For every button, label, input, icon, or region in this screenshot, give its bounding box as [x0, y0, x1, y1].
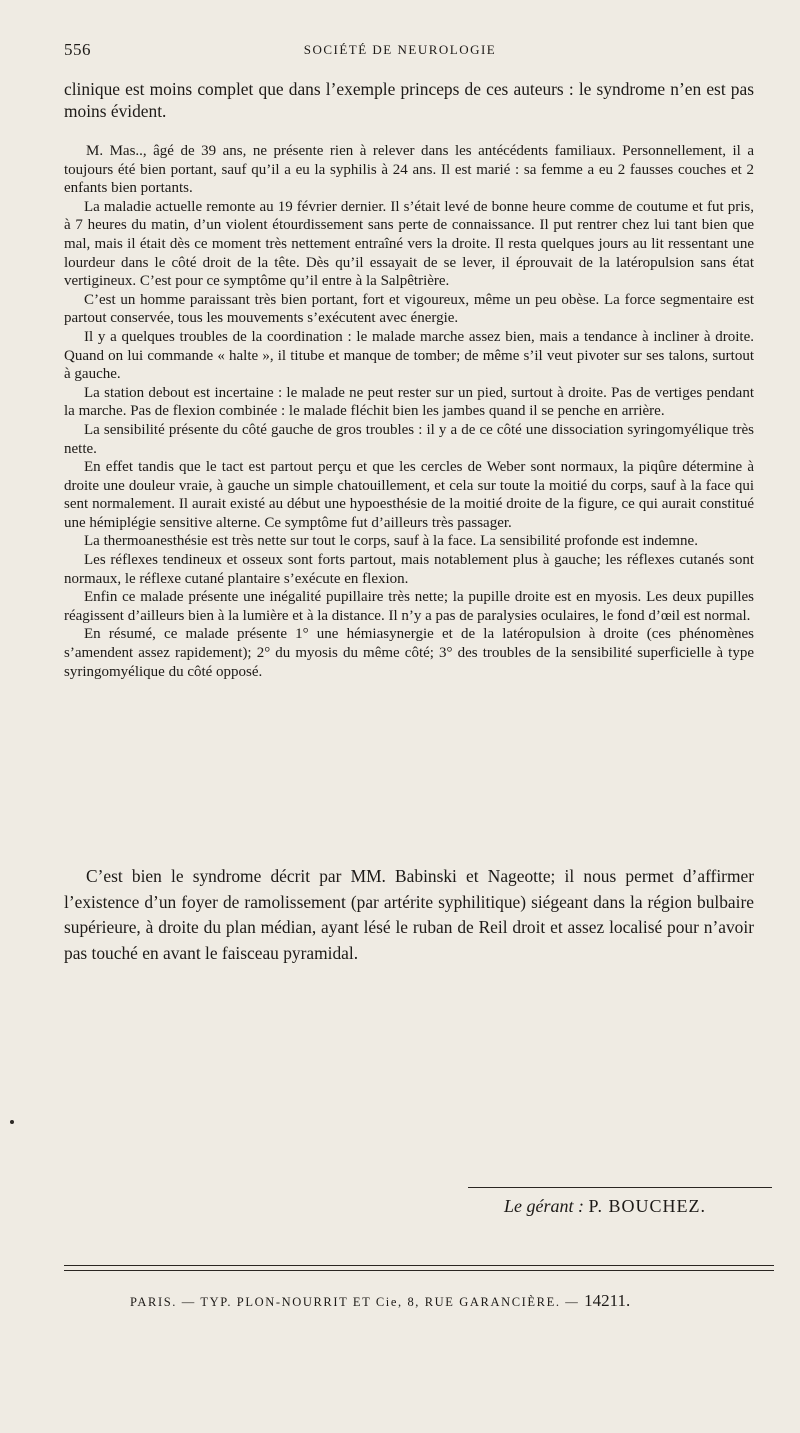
running-header: [64, 40, 736, 62]
signature-line: [504, 1196, 706, 1217]
signature-rule: [468, 1187, 772, 1188]
ink-speck: [10, 1120, 14, 1124]
case-paragraph: Il y a quelques troubles de la coordination : le malade marche assez bien, mais a tendance à incliner à droite. Quand on lui commande « halte », il titube et manque de tomber; de même s’il veut pivoter sur ses talons, surtout à gauche.: [64, 328, 754, 383]
case-paragraph: Enfin ce malade présente une inégalité pupillaire très nette; la pupille droite est en myosis. Les deux pupilles réagissent d’ailleurs bien à la lumière et à la distance. Il n’y a pas de paralysies oculaires, le fond d’œil est normal.: [64, 589, 754, 624]
print-number: 14211.: [584, 1291, 631, 1310]
case-paragraph: Les réflexes tendineux et osseux sont forts partout, mais notablement plus à gauche; les réflexes cutanés sont normaux, le réflexe cutané plantaire s’exécute en flexion.: [64, 552, 754, 587]
case-paragraph: En résumé, ce malade présente 1° une hémiasynergie et de la latéropulsion à droite (ces phénomènes s’amendent assez rapidement); 2° du myosis du même côté; 3° des troubles de la sensibilité superficielle à type syringomyélique du côté opposé.: [64, 626, 754, 680]
footer-rule-bottom: [64, 1270, 774, 1271]
case-paragraph: M. Mas.., âgé de 39 ans, ne présente rien à relever dans les antécédents familiaux. Personnellement, il a toujours été bien portant, sauf qu’il a eu la syphilis à 24 ans. Il est marié : sa femme a eu 2 fausses couches et 2 enfants bien portants.: [64, 143, 754, 197]
imprint-text: PARIS. — TYP. PLON-NOURRIT ET Cie, 8, RUE GARANCIÈRE. —: [130, 1295, 580, 1309]
intro-paragraph: clinique est moins complet que dans l’exemple princeps de ces auteurs : le syndrome n’en est pas moins évident.: [64, 79, 754, 121]
case-paragraph: C’est un homme paraissant très bien portant, fort et vigoureux, même un peu obèse. La force segmentaire est partout conservée, tous les mouvements s’exécutent avec énergie.: [64, 291, 754, 327]
footer-rule-top: [64, 1265, 774, 1266]
case-paragraph: La sensibilité présente du côté gauche de gros troubles : il y a de ce côté une dissociation syringomyélique très nette.: [64, 421, 754, 457]
signature-label: Le gérant :: [504, 1196, 584, 1216]
printer-imprint: [130, 1291, 740, 1311]
case-paragraph: La thermoanesthésie est très nette sur tout le corps, sauf à la face. La sensibilité profonde est indemne.: [84, 533, 698, 550]
case-report: [64, 142, 754, 681]
case-paragraph: La station debout est incertaine : le malade ne peut rester sur un pied, surtout à droite. Pas de vertiges pendant la marche. Pas de flexion combinée : le malade fléchit bien les jambes quand il se penche en arrière.: [64, 384, 754, 420]
page-number: 556: [64, 40, 91, 59]
journal-title: SOCIÉTÉ DE NEUROLOGIE: [303, 42, 497, 57]
signature-name: P. BOUCHEZ.: [588, 1196, 707, 1216]
conclusion-paragraph: C’est bien le syndrome décrit par MM. Babinski et Nageotte; il nous permet d’affirmer l’existence d’un foyer de ramolissement (par artérite syphilitique) siégeant dans la région bulbaire supérieure, à droite du plan médian, ayant lésé le ruban de Reil droit et assez localisé pour n’avoir pas touché en avant le faisceau pyramidal.: [64, 866, 754, 963]
case-paragraph: En effet tandis que le tact est partout perçu et que les cercles de Weber sont normaux, la piqûre détermine à droite une douleur vraie, à gauche un simple chatouillement, et cela sur toute la moitié du corps, sauf à la face qui sent normalement. Il aurait existé au début une hypoesthésie de la moitié droite de la figure, ce qui aurait constitué une hémiplégie sensitive alterne. Ce symptôme fut d’ailleurs très passager.: [64, 459, 754, 531]
case-paragraph: La maladie actuelle remonte au 19 février dernier. Il s’était levé de bonne heure comme de coutume et fut pris, à 7 heures du matin, d’un violent étourdissement sans perte de connaissance. Il put rentrer chez lui tant bien que mal, mais il était dès ce moment très nettement entraîné vers la droite. Il resta quelques jours au lit ressentant une lourdeur dans le côté droit de la tête. Dès qu’il essayait de se lever, il éprouvait de la latéropulsion sans état vertigineux. C’est pour ce symptôme qu’il entre à la Salpêtrière.: [64, 198, 754, 290]
